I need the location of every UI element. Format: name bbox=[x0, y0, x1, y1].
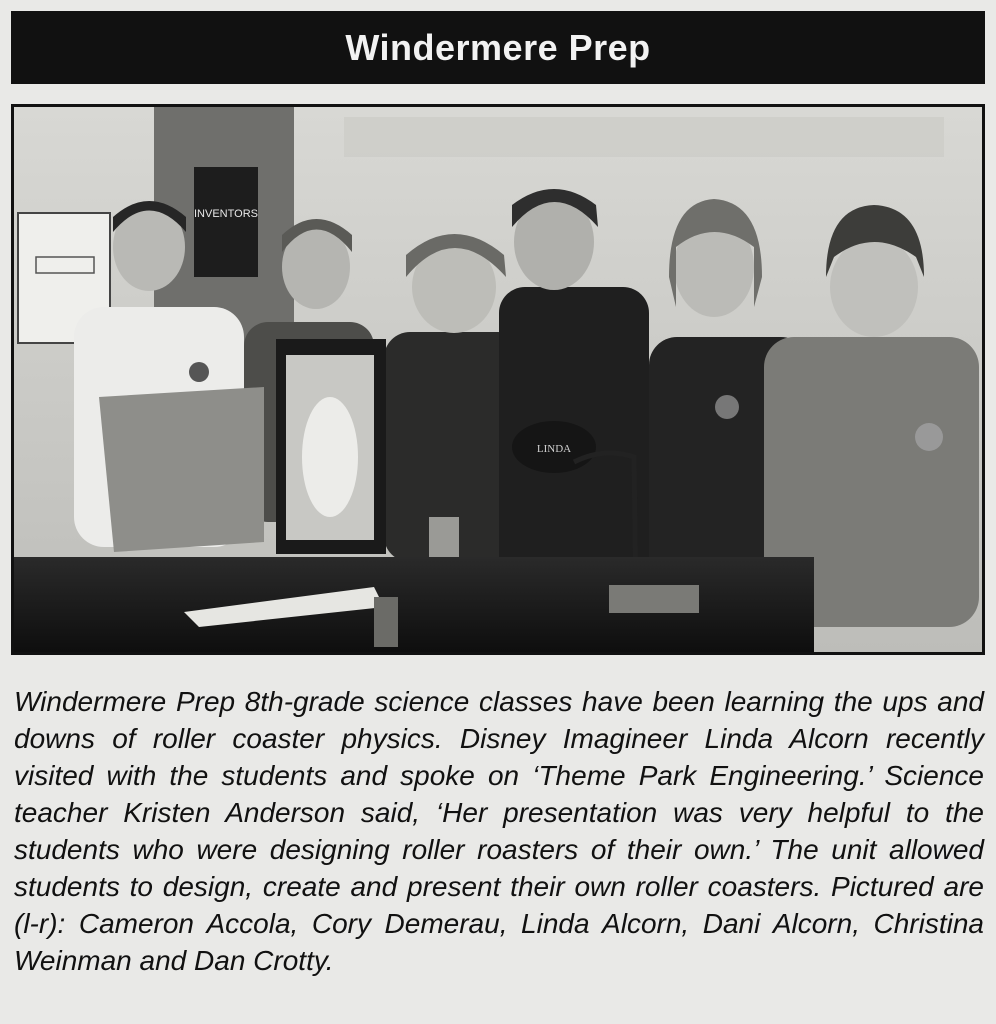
poster bbox=[194, 167, 258, 277]
section-header-bar bbox=[11, 11, 985, 84]
poster-text: INVENTORS bbox=[194, 208, 258, 220]
wood-block bbox=[609, 585, 699, 613]
news-photo bbox=[11, 104, 985, 655]
photo-caption: Windermere Prep 8th-grade science classes have been learning the ups and downs of roller coaster physics. Disney Imagineer Linda Alcorn recently visited with the students and spoke on ‘Theme Park Engineering.’ Science teacher Kristen Anderson said, ‘Her presentation was very helpful to the students who were designing roller roasters of their own.’ The unit allowed students to design, create and present their own roller coasters. Pictured are (l-r): Cameron Accola, Cory Demerau, Linda Alcorn, Dani Alcorn, Christina Weinman and Dan Crotty. bbox=[14, 686, 984, 976]
photo-illustration bbox=[14, 107, 982, 652]
wall-lettering bbox=[344, 117, 944, 157]
section-title: Windermere Prep bbox=[345, 26, 651, 68]
metal-cup bbox=[374, 597, 398, 647]
hat-text: LINDA bbox=[536, 443, 572, 455]
cardboard-box bbox=[99, 387, 264, 552]
